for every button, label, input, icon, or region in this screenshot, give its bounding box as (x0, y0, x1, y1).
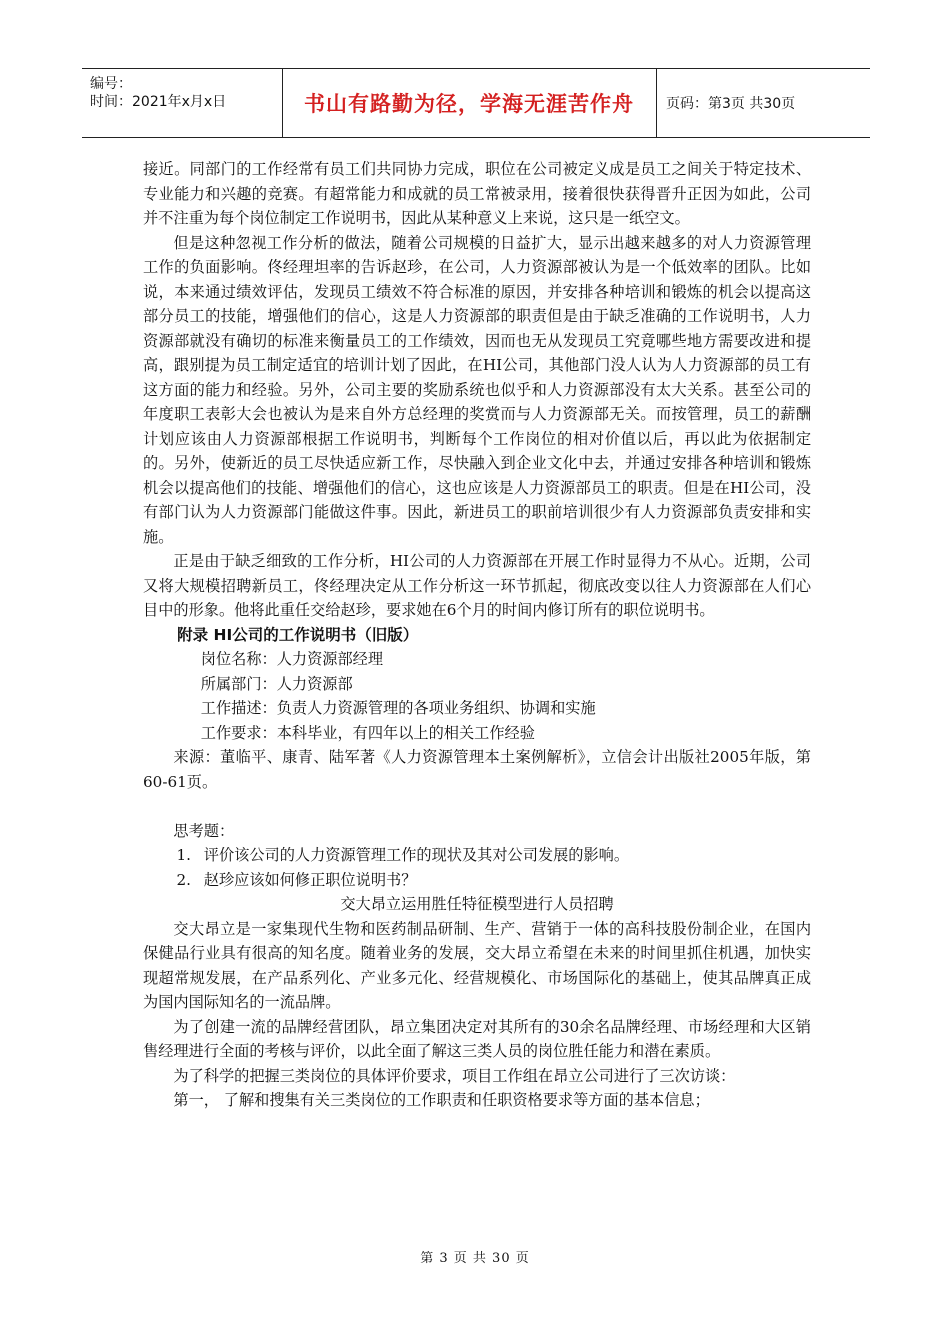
header-motto: 书山有路勤为径，学海无涯苦作舟 (282, 69, 657, 137)
source-citation: 来源：董临平、康青、陆军著《人力资源管理本土案例解析》，立信会计出版社2005年版，第60-61页。 (143, 748, 811, 791)
document-body (143, 157, 811, 1113)
paragraph: 为了科学的把握三类岗位的具体评价要求，项目工作组在昂立公司进行了三次访谈： (173, 1066, 736, 1085)
paragraph: 正是由于缺乏细致的工作分析，HI公司的人力资源部在开展工作时显得力不从心。近期，公司又将大规模招聘新员工，佟经理决定从工作分析这一环节抓起，彻底改变以往人力资源部在人们心目中的形象。他将此重任交给赵珍，要求她在6个月的时间内修订所有的职位说明书。 (143, 552, 811, 619)
appendix-field: 所属部门：人力资源部 (200, 674, 353, 693)
paragraph: 交大昂立是一家集现代生物和医药制品研制、生产、营销于一体的高科技股份制企业，在国内保健品行业具有很高的知名度。随着业务的发展，交大昂立希望在未来的时间里抓住机遇，加快实现超常规发展，在产品系列化、产业多元化、经营规模化、市场国际化的基础上，使其品牌真正成为国内国际知名的一流品牌。 (143, 919, 811, 1011)
question-item (143, 868, 811, 893)
question-number: 1. (176, 846, 191, 864)
header-meta-cell (82, 69, 283, 137)
paragraph: 但是这种忽视工作分析的做法，随着公司规模的日益扩大，显示出越来越多的对人力资源管理工作的负面影响。佟经理坦率的告诉赵珍，在公司，人力资源部被认为是一个低效率的团队。比如说，本来通过绩效评估，发现员工绩效不符合标准的原因，并安排各种培训和锻炼的机会以提高这部分员工的技能，增强他们的信心，这是人力资源部的职责但是由于缺乏准确的工作说明书，人力资源部就没有确切的标准来衡量员工的工作绩效，因而也无从发现员工究竟哪些地方需要改进和提高，跟别提为员工制定适宜的培训计划了因此，在HI公司，其他部门没人认为人力资源部的员工有这方面的能力和经验。另外，公司主要的奖励系统也似乎和人力资源部没有太大关系。甚至公司的年度职工表彰大会也被认为是来自外方总经理的奖赏而与人力资源部无关。而按管理，员工的薪酬计划应该由人力资源部根据工作说明书，判断每个工作岗位的相对价值以后，再以此为依据制定的。另外，使新近的员工尽快适应新工作，尽快融入到企业文化中去，并通过安排各种培训和锻炼机会以提高他们的技能、增强他们的信心，这也应该是人力资源部员工的职责。但是在HI公司，没有部门认为人力资源部门能做这件事。因此，新进员工的职前培训很少有人力资源部负责安排和实施。 (143, 233, 811, 546)
document-number-label: 编号： (90, 76, 132, 92)
question-item (143, 843, 811, 868)
appendix-field: 岗位名称：人力资源部经理 (200, 650, 383, 668)
page-footer: 第 3 页 共 30 页 (420, 1251, 530, 1266)
paragraph: 接近。同部门的工作经常有员工们共同协力完成，职位在公司被定义成是员工之间关于特定技术、专业能力和兴趣的竞赛。有超常能力和成就的员工常被录用，接着很快获得晋升正因为如此，公司并不注重为每个岗位制定工作说明书，因此从某种意义上来说，这只是一纸空文。 (143, 160, 811, 227)
appendix-title: 附录 HI公司的工作说明书（旧版） (177, 625, 419, 644)
question-number: 2. (176, 870, 191, 889)
questions-label: 思考题： (173, 821, 235, 840)
header-page-info: 页码：第3页 共30页 (666, 96, 796, 112)
document-date: 时间：2021年x月x日 (90, 94, 227, 110)
appendix-field: 工作要求：本科毕业，有四年以上的相关工作经验 (200, 723, 535, 742)
blank-line (143, 794, 811, 819)
question-text: 赵珍应该如何修正职位说明书？ (203, 870, 417, 889)
case-title: 交大昂立运用胜任特征模型进行人员招聘 (340, 895, 614, 913)
paragraph: 第一， 了解和搜集有关三类岗位的工作职责和任职资格要求等方面的基本信息； (173, 1091, 710, 1109)
question-text: 评价该公司的人力资源管理工作的现状及其对公司发展的影响。 (203, 846, 630, 864)
header-table (82, 68, 870, 138)
appendix-field: 工作描述：负责人力资源管理的各项业务组织、协调和实施 (200, 699, 596, 717)
paragraph: 为了创建一流的品牌经营团队，昂立集团决定对其所有的30余名品牌经理、市场经理和大区销售经理进行全面的考核与评价，以此全面了解这三类人员的岗位胜任能力和潜在素质。 (143, 1017, 811, 1060)
